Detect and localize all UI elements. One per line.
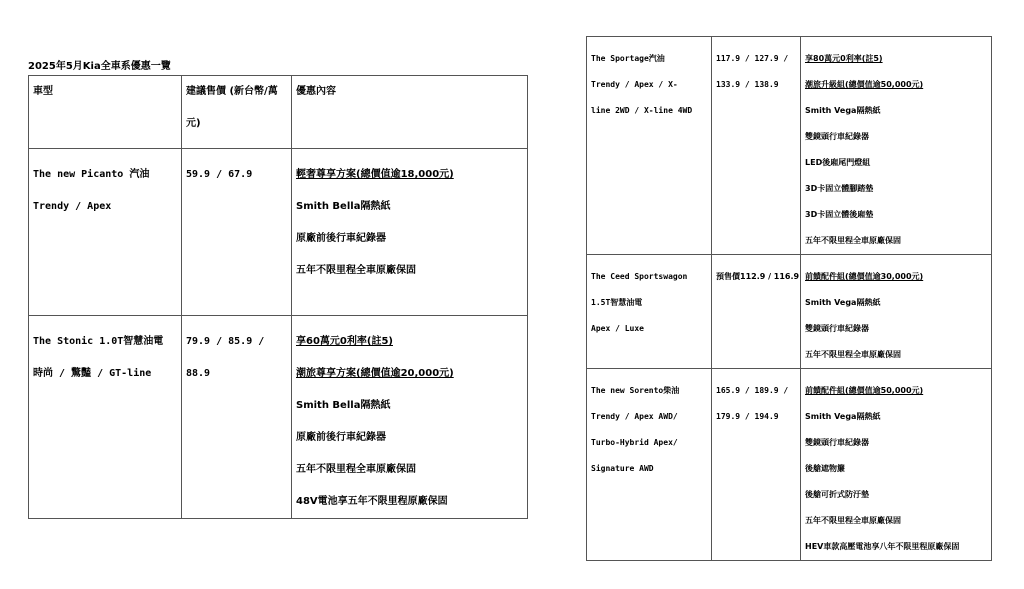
- offers-cell: [292, 149, 528, 316]
- offer-link[interactable]: 享80萬元0利率(註5): [805, 54, 883, 63]
- promotion-table-left: [28, 75, 528, 519]
- offer-item: Smith Vega隔熱紙: [805, 298, 881, 307]
- offers-cell: [801, 37, 992, 255]
- offers-cell: [801, 369, 992, 561]
- offer-item: Smith Vega隔熱紙: [805, 106, 881, 115]
- offer-item: Smith Bella隔熱紙: [296, 201, 391, 212]
- offer-item: 48V電池享五年不限里程原廠保固: [296, 496, 448, 507]
- offers-cell: [801, 255, 992, 369]
- offer-item: 原廠前後行車紀錄器: [296, 233, 386, 244]
- offers-cell: [292, 316, 528, 519]
- table-row: [587, 37, 992, 255]
- offer-item: 3D卡固立體後廂墊: [805, 210, 874, 219]
- table-row: [587, 369, 992, 561]
- model-cell: [29, 149, 182, 316]
- offer-item: 五年不限里程全車原廠保固: [296, 464, 416, 475]
- model-line: The Ceed Sportswagon: [591, 272, 688, 281]
- offer-item: 五年不限里程全車原廠保固: [296, 265, 416, 276]
- price-line: 88.9: [186, 368, 211, 379]
- price-line: 預售價112.9 / 116.9: [716, 272, 800, 281]
- offer-link[interactable]: 潮旅尊享方案(總價值逾20,000元): [296, 368, 454, 379]
- model-cell: [587, 369, 712, 561]
- price-line: 133.9 / 138.9: [716, 80, 779, 89]
- model-line: Turbo-Hybrid Apex/: [591, 438, 678, 447]
- price-line: 79.9 / 85.9 /: [186, 336, 265, 347]
- model-line: Trendy / Apex / X-: [591, 80, 678, 89]
- price-cell: [712, 369, 801, 561]
- offer-link[interactable]: 輕奢尊享方案(總價值逾18,000元): [296, 169, 454, 180]
- offer-item: 雙鏡頭行車紀錄器: [805, 324, 869, 333]
- table-row: [29, 149, 528, 316]
- price-line: 59.9 / 67.9: [186, 169, 253, 180]
- table-header-row: [29, 76, 528, 149]
- model-cell: [587, 37, 712, 255]
- offer-item: 五年不限里程全車原廠保固: [805, 236, 901, 245]
- model-line: The new Sorento柴油: [591, 386, 680, 395]
- price-line: 179.9 / 194.9: [716, 412, 779, 421]
- offer-link[interactable]: 前饋配件組(總價值逾50,000元): [805, 386, 924, 395]
- price-line: 165.9 / 189.9 /: [716, 386, 789, 395]
- offer-link[interactable]: 前饋配件組(總價值逾30,000元): [805, 272, 924, 281]
- offer-item: LED後廂尾門燈組: [805, 158, 871, 167]
- model-cell: [29, 316, 182, 519]
- model-line: Signature AWD: [591, 464, 654, 473]
- offer-item: Smith Vega隔熱紙: [805, 412, 881, 421]
- table-row: [587, 255, 992, 369]
- promotion-table-right: [586, 36, 992, 561]
- model-line: The new Picanto 汽油: [33, 169, 150, 180]
- offer-link[interactable]: 潮旅升級組(總價值逾50,000元): [805, 80, 924, 89]
- price-cell: [182, 316, 292, 519]
- table-row: [29, 316, 528, 519]
- header-price: 建議售價 (新台幣/萬 元): [182, 76, 292, 149]
- offer-item: 3D卡固立體腳踏墊: [805, 184, 874, 193]
- price-line: 117.9 / 127.9 /: [716, 54, 789, 63]
- offer-item: 原廠前後行車紀錄器: [296, 432, 386, 443]
- model-line: 時尚 / 驚豔 / GT-line: [33, 368, 152, 379]
- model-cell: [587, 255, 712, 369]
- offer-item: 雙鏡頭行車紀錄器: [805, 438, 869, 447]
- offer-item: 後艙遮物簾: [805, 464, 845, 473]
- price-cell: [712, 37, 801, 255]
- model-line: The Sportage汽油: [591, 54, 665, 63]
- model-line: Trendy / Apex: [33, 201, 112, 212]
- offer-item: Smith Bella隔熱紙: [296, 400, 391, 411]
- offer-item: HEV車款高壓電池享八年不限里程原廠保固: [805, 542, 960, 551]
- header-model: 車型: [29, 76, 182, 149]
- header-offers: 優惠內容: [292, 76, 528, 149]
- offer-item: 五年不限里程全車原廠保固: [805, 350, 901, 359]
- offer-item: 雙鏡頭行車紀錄器: [805, 132, 869, 141]
- model-line: Apex / Luxe: [591, 324, 644, 333]
- model-line: 1.5T智慧油電: [591, 298, 643, 307]
- model-line: Trendy / Apex AWD/: [591, 412, 678, 421]
- model-line: The Stonic 1.0T智慧油電: [33, 336, 164, 347]
- price-cell: [712, 255, 801, 369]
- price-cell: [182, 149, 292, 316]
- page-title: 2025年5月Kia全車系優惠一覽: [28, 61, 171, 72]
- offer-link[interactable]: 享60萬元0利率(註5): [296, 336, 393, 347]
- offer-item: 五年不限里程全車原廠保固: [805, 516, 901, 525]
- offer-item: 後艙可折式防汙墊: [805, 490, 869, 499]
- model-line: line 2WD / X-line 4WD: [591, 106, 693, 115]
